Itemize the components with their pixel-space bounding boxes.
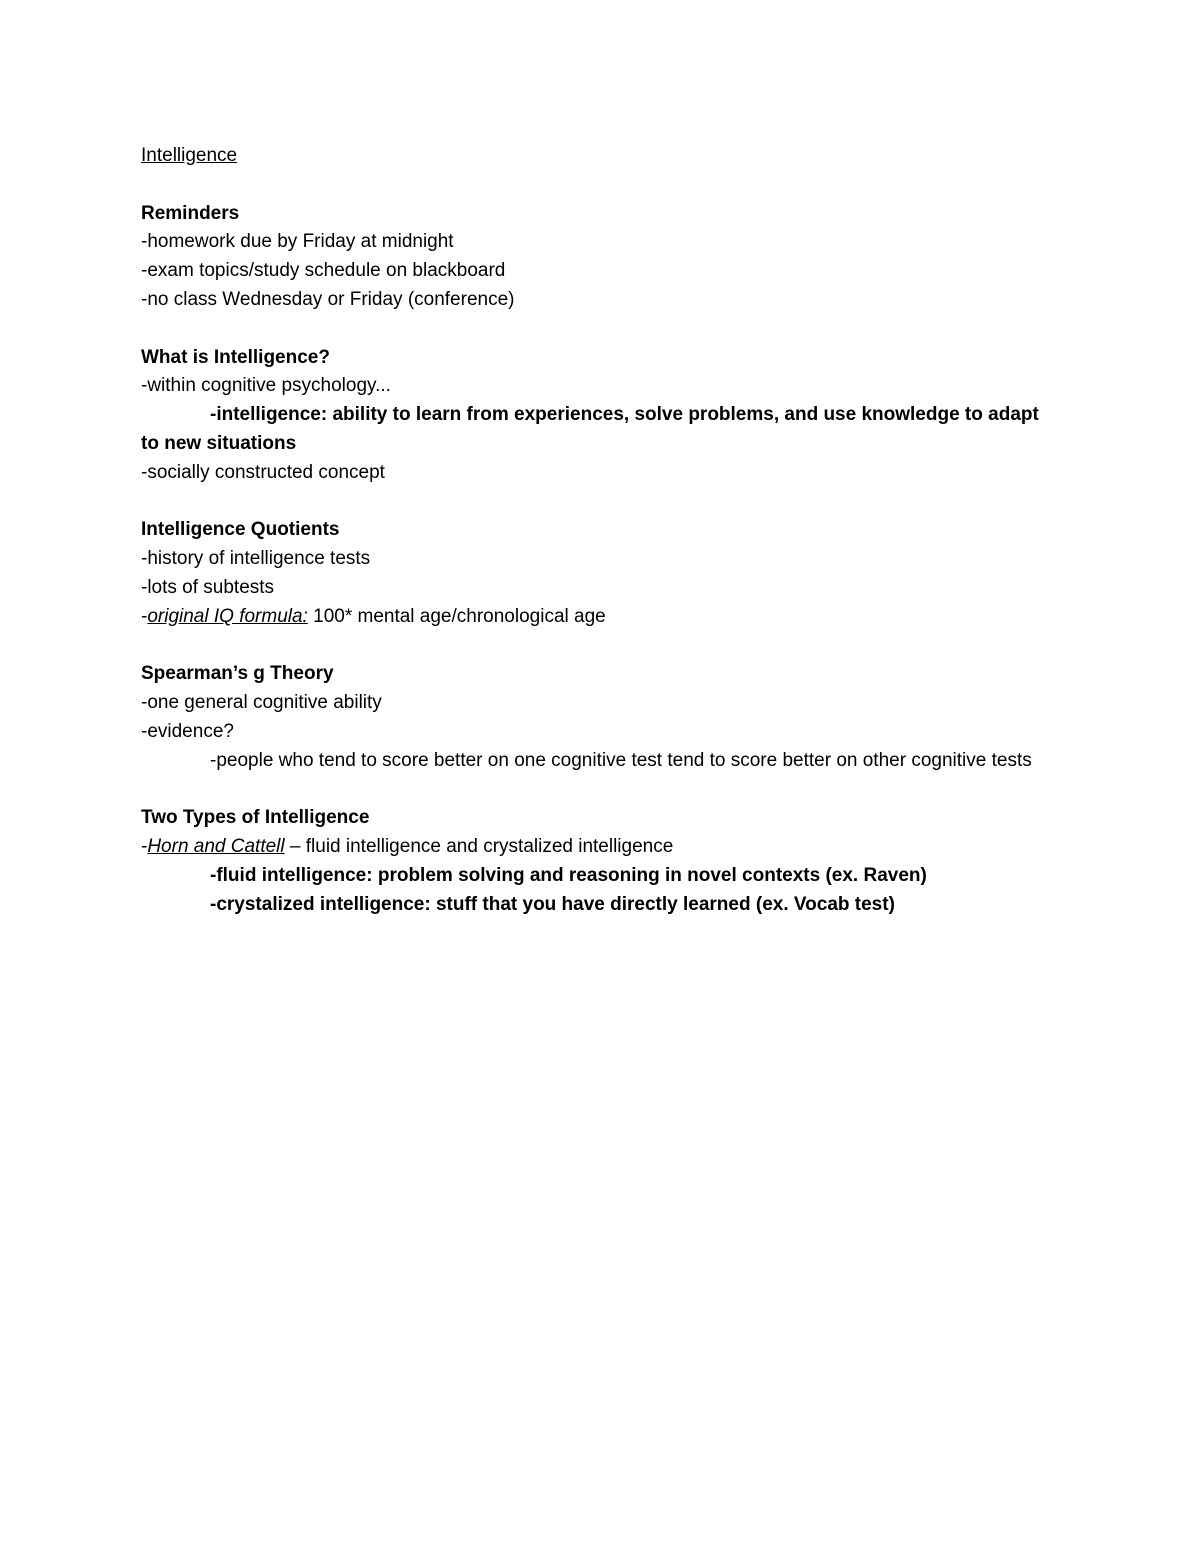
what-is-heading: What is Intelligence? bbox=[141, 346, 330, 368]
reminder-item: -homework due by Friday at midnight bbox=[141, 231, 454, 253]
reminder-item: -exam topics/study schedule on blackboard bbox=[141, 260, 506, 282]
spearman-line: -evidence? bbox=[141, 720, 234, 742]
two-types-heading: Two Types of Intelligence bbox=[141, 807, 370, 829]
crystalized-intelligence-line: -crystalized intelligence: stuff that you have directly learned (ex. Vocab test) bbox=[210, 893, 895, 915]
spearman-line: -one general cognitive ability bbox=[141, 692, 382, 714]
iq-heading: Intelligence Quotients bbox=[141, 519, 340, 541]
iq-line: -history of intelligence tests bbox=[141, 548, 371, 570]
what-is-line: -within cognitive psychology... bbox=[141, 375, 391, 397]
intelligence-definition: -intelligence: ability to learn from experiences, solve problems, and use knowledge to adapt to new situations bbox=[141, 404, 1039, 454]
reminders-heading: Reminders bbox=[141, 202, 240, 224]
iq-formula-label: original IQ formula: bbox=[147, 605, 308, 627]
spacer bbox=[141, 776, 1061, 805]
reminder-item: -no class Wednesday or Friday (conference) bbox=[141, 288, 515, 310]
spacer bbox=[141, 171, 1061, 200]
spearman-evidence: -people who tend to score better on one cognitive test tend to score better on other cognitive tests bbox=[210, 749, 1032, 771]
two-types-prefix: - bbox=[141, 836, 148, 858]
page-title: Intelligence bbox=[141, 145, 238, 166]
iq-line: -lots of subtests bbox=[141, 576, 275, 598]
spacer bbox=[141, 488, 1061, 517]
spacer bbox=[141, 632, 1061, 661]
fluid-intelligence-line: -fluid intelligence: problem solving and reasoning in novel contexts (ex. Raven) bbox=[210, 864, 927, 886]
iq-formula-line bbox=[141, 603, 1061, 632]
iq-formula-value: 100* mental age/chronological age bbox=[307, 605, 606, 627]
iq-formula-prefix: - bbox=[141, 605, 148, 627]
spearman-heading: Spearman’s g Theory bbox=[141, 663, 334, 685]
two-types-rest: – fluid intelligence and crystalized intelligence bbox=[284, 836, 674, 858]
two-types-authors: Horn and Cattell bbox=[147, 836, 285, 858]
document-body bbox=[141, 142, 1061, 920]
what-is-line: -socially constructed concept bbox=[141, 461, 385, 483]
two-types-line bbox=[141, 833, 1061, 862]
spacer bbox=[141, 315, 1061, 344]
